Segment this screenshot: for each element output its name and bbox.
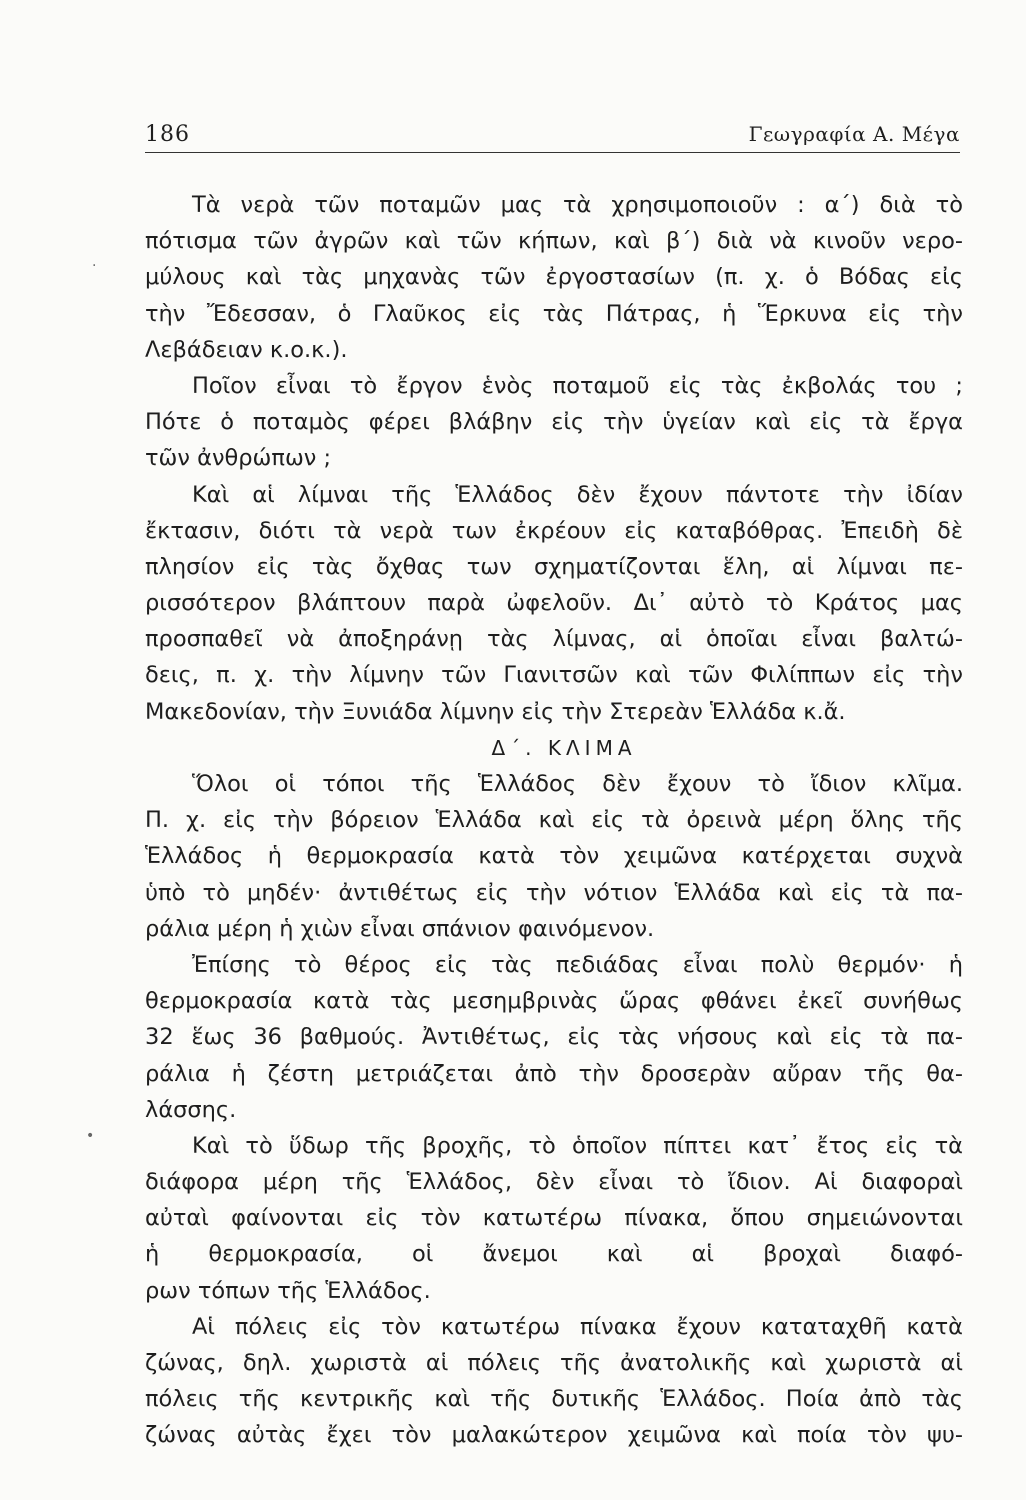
text-line: διάφορα μέρη τῆς Ἑλλάδος, δὲν εἶναι τὸ ἴδιον. Αἱ διαφοραὶ <box>145 1169 963 1196</box>
running-title: Γεωγραφία Α. Μέγα <box>748 122 960 146</box>
section-heading: Δ΄. ΚΛΙΜΑ <box>491 735 637 760</box>
text-line: Λεβάδειαν κ.ο.κ.). <box>145 336 348 363</box>
page-header <box>145 118 960 154</box>
text-line: μύλους καὶ τὰς μηχανὰς τῶν ἐργοστασίων (π. χ. ὁ Βόδας εἰς <box>145 264 963 291</box>
text-line: πλησίον εἰς τὰς ὄχθας των σχηματίζονται ἕλη, αἱ λίμναι πε- <box>145 553 963 580</box>
text-line: ὑπὸ τὸ μηδέν· ἀντιθέτως εἰς τὴν νότιον Ἑλλάδα καὶ εἰς τὰ πα- <box>145 879 963 906</box>
text-line: Καὶ τὸ ὕδωρ τῆς βροχῆς, τὸ ὁποῖον πίπτει κατ᾿ ἔτος εἰς τὰ <box>192 1132 963 1159</box>
text-line: δεις, π. χ. τὴν λίμνην τῶν Γιανιτσῶν καὶ τῶν Φιλίππων εἰς τὴν <box>145 662 963 689</box>
text-line: Π. χ. εἰς τὴν βόρειον Ἑλλάδα καὶ εἰς τὰ ὀρεινὰ μέρη ὅλης τῆς <box>145 807 963 834</box>
text-line: Ποῖον εἶναι τὸ ἔργον ἑνὸς ποταμοῦ εἰς τὰς ἐκβολάς του ; <box>192 372 963 399</box>
text-line: ἔκτασιν, διότι τὰ νερὰ των ἐκρέουν εἰς καταβόθρας. Ἐπειδὴ δὲ <box>145 517 963 544</box>
text-line: Αἱ πόλεις εἰς τὸν κατωτέρω πίνακα ἔχουν καταταχθῆ κατὰ <box>192 1313 963 1340</box>
text-line: λάσσης. <box>145 1096 237 1123</box>
text-line: πόλεις τῆς κεντρικῆς καὶ τῆς δυτικῆς Ἑλλάδος. Ποία ἀπὸ τὰς <box>145 1386 963 1413</box>
text-line: τῶν ἀνθρώπων ; <box>145 445 332 472</box>
text-line: θερμοκρασία κατὰ τὰς μεσημβρινὰς ὥρας φθάνει ἐκεῖ συνήθως <box>145 988 963 1015</box>
text-line: ἡ θερμοκρασία, οἱ ἄνεμοι καὶ αἱ βροχαὶ διαφό- <box>145 1241 963 1268</box>
text-line: ράλια ἡ ζέστη μετριάζεται ἀπὸ τὴν δροσερὰν αὔραν τῆς θα- <box>145 1060 963 1087</box>
header-rule <box>145 152 960 153</box>
margin-speck: • <box>86 1128 95 1144</box>
page-number: 186 <box>145 122 190 147</box>
text-line: Τὰ νερὰ τῶν ποταμῶν μας τὰ χρησιμοποιοῦν : α΄) διὰ τὸ <box>192 192 963 218</box>
text-line: Ὅλοι οἱ τόποι τῆς Ἑλλάδος δὲν ἔχουν τὸ ἴδιον κλῖμα. <box>192 771 963 797</box>
text-line: Καὶ αἱ λίμναι τῆς Ἑλλάδος δὲν ἔχουν πάντοτε τὴν ἰδίαν <box>192 481 963 508</box>
text-line: ζώνας αὐτὰς ἔχει τὸν μαλακώτερον χειμῶνα καὶ ποία τὸν ψυ- <box>145 1422 963 1449</box>
text-line: Ἑλλάδος ἡ θερμοκρασία κατὰ τὸν χειμῶνα κατέρχεται συχνὰ <box>145 843 963 870</box>
text-line: Μακεδονίαν, τὴν Ξυνιάδα λίμνην εἰς τὴν Στερεὰν Ἑλλάδα κ.ἄ. <box>145 698 846 725</box>
text-line: Πότε ὁ ποταμὸς φέρει βλάβην εἰς τὴν ὑγείαν καὶ εἰς τὰ ἔργα <box>145 409 963 436</box>
text-line: ρων τόπων τῆς Ἑλλάδος. <box>145 1277 431 1304</box>
text-line: τὴν Ἔδεσσαν, ὁ Γλαῦκος εἰς τὰς Πάτρας, ἡ Ἕρκυνα εἰς τὴν <box>145 300 963 327</box>
text-line: προσπαθεῖ νὰ ἀποξηράνῃ τὰς λίμνας, αἱ ὁποῖαι εἶναι βαλτώ- <box>145 626 963 653</box>
text-line: 32 ἕως 36 βαθμούς. Ἀντιθέτως, εἰς τὰς νήσους καὶ εἰς τὰ πα- <box>145 1024 963 1051</box>
text-line: Ἐπίσης τὸ θέρος εἰς τὰς πεδιάδας εἶναι πολὺ θερμόν· ἡ <box>192 951 963 978</box>
margin-speck: · <box>92 258 97 274</box>
text-line: ζώνας, δηλ. χωριστὰ αἱ πόλεις τῆς ἀνατολικῆς καὶ χωριστὰ αἱ <box>145 1350 963 1376</box>
text-line: ράλια μέρη ἡ χιὼν εἶναι σπάνιον φαινόμενον. <box>145 915 655 942</box>
text-line: ρισσότερον βλάπτουν παρὰ ὠφελοῦν. Δι᾿ αὐτὸ τὸ Κράτος μας <box>145 590 963 617</box>
text-line: αὐταὶ φαίνονται εἰς τὸν κατωτέρω πίνακα, ὅπου σημειώνονται <box>145 1205 963 1232</box>
body-text <box>145 187 963 1454</box>
text-line: πότισμα τῶν ἀγρῶν καὶ τῶν κήπων, καὶ β΄) διὰ νὰ κινοῦν νερο- <box>145 228 963 255</box>
